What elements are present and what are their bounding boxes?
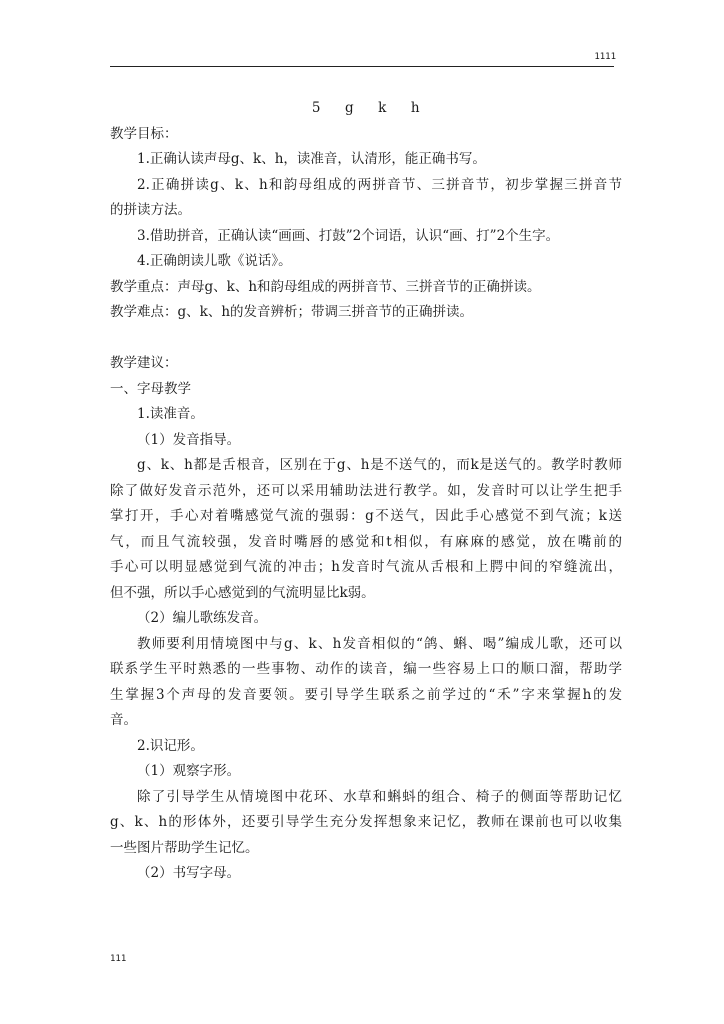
header-page-code: 1111 bbox=[594, 52, 616, 62]
paragraph-line: 除了做好发音示范外，还可以采用辅助法进行教学。如，发音时可以让学生把手 bbox=[110, 482, 622, 499]
paragraph-line: 音。 bbox=[110, 712, 137, 728]
paragraph-line: 一些图片帮助学生记忆。 bbox=[110, 839, 259, 856]
item-observe-shape: （1）观察字形。 bbox=[137, 763, 241, 779]
section-heading-objectives: 教学目标： bbox=[110, 125, 178, 142]
objective-4: 4.正确朗读儿歌《说话》。 bbox=[137, 253, 292, 269]
paragraph-line: 除了引导学生从情境图中花环、水草和蝌蚪的组合、椅子的侧面等帮助记忆 bbox=[137, 788, 622, 805]
title-letter-k: k bbox=[378, 100, 387, 116]
spacer bbox=[110, 326, 622, 352]
paragraph-line: 联系学生平时熟悉的一些事物、动作的读音，编一些容易上口的顺口溜，帮助学 bbox=[110, 661, 622, 677]
objective-2: 2.正确拼读g、k、h和韵母组成的两拼音节、三拼音节，初步掌握三拼音节 bbox=[137, 176, 622, 193]
document-body bbox=[110, 96, 622, 887]
title-letter-g: g bbox=[345, 100, 355, 116]
paragraph-line: 气，而且气流较强，发音时嘴唇的感觉和t相似，有麻麻的感觉，放在嘴前的 bbox=[110, 533, 622, 550]
paragraph-line: g、k、h都是舌根音，区别在于g、h是不送气的，而k是送气的。教学时教师 bbox=[137, 457, 622, 473]
lesson-title bbox=[110, 96, 622, 122]
key-points: 教学重点：声母g、k、h和韵母组成的两拼音节、三拼音节的正确拼读。 bbox=[110, 278, 541, 295]
item-recognize-shape: 2.识记形。 bbox=[137, 737, 204, 754]
footer-page-code: 111 bbox=[110, 954, 127, 964]
paragraph-line: g、k、h的形体外，还要引导学生充分发挥想象来记忆，教师在课前也可以收集 bbox=[110, 814, 622, 830]
difficult-points: 教学难点：g、k、h的发音辨析；带调三拼音节的正确拼读。 bbox=[110, 304, 474, 320]
subsection-letter-teaching: 一、字母教学 bbox=[110, 380, 191, 397]
item-pronunciation-guide: （1）发音指导。 bbox=[137, 431, 241, 448]
item-read-sound: 1.读准音。 bbox=[137, 406, 204, 422]
paragraph-line: 手心可以明显感觉到气流的冲击；h发音时气流从舌根和上腭中间的窄缝流出， bbox=[110, 559, 622, 575]
title-letter-h: h bbox=[410, 100, 421, 116]
header-rule bbox=[110, 66, 614, 67]
lesson-number: 5 bbox=[311, 100, 322, 116]
paragraph-line: 教师要利用情境图中与g、k、h发音相似的“鸽、蝌、喝”编成儿歌，还可以 bbox=[137, 635, 622, 652]
item-rhyme-practice: （2）编儿歌练发音。 bbox=[137, 610, 268, 626]
paragraph-line: 生掌握3个声母的发音要领。要引导学生联系之前学过的“禾”字来掌握h的发 bbox=[110, 686, 622, 703]
objective-3: 3.借助拼音，正确认读“画画、打鼓”2个词语，认识“画、打”2个生字。 bbox=[137, 227, 560, 244]
objective-1: 1.正确认读声母g、k、h，读准音，认清形，能正确书写。 bbox=[137, 151, 486, 167]
objective-2-cont: 的拼读方法。 bbox=[110, 202, 191, 218]
paragraph-line: 掌打开，手心对着嘴感觉气流的强弱：g不送气，因此手心感觉不到气流；k送 bbox=[110, 508, 622, 524]
paragraph-line: 但不强，所以手心感觉到的气流明显比k弱。 bbox=[110, 584, 375, 601]
item-write-letters: （2）书写字母。 bbox=[137, 865, 241, 881]
section-heading-suggestions: 教学建议： bbox=[110, 355, 178, 371]
